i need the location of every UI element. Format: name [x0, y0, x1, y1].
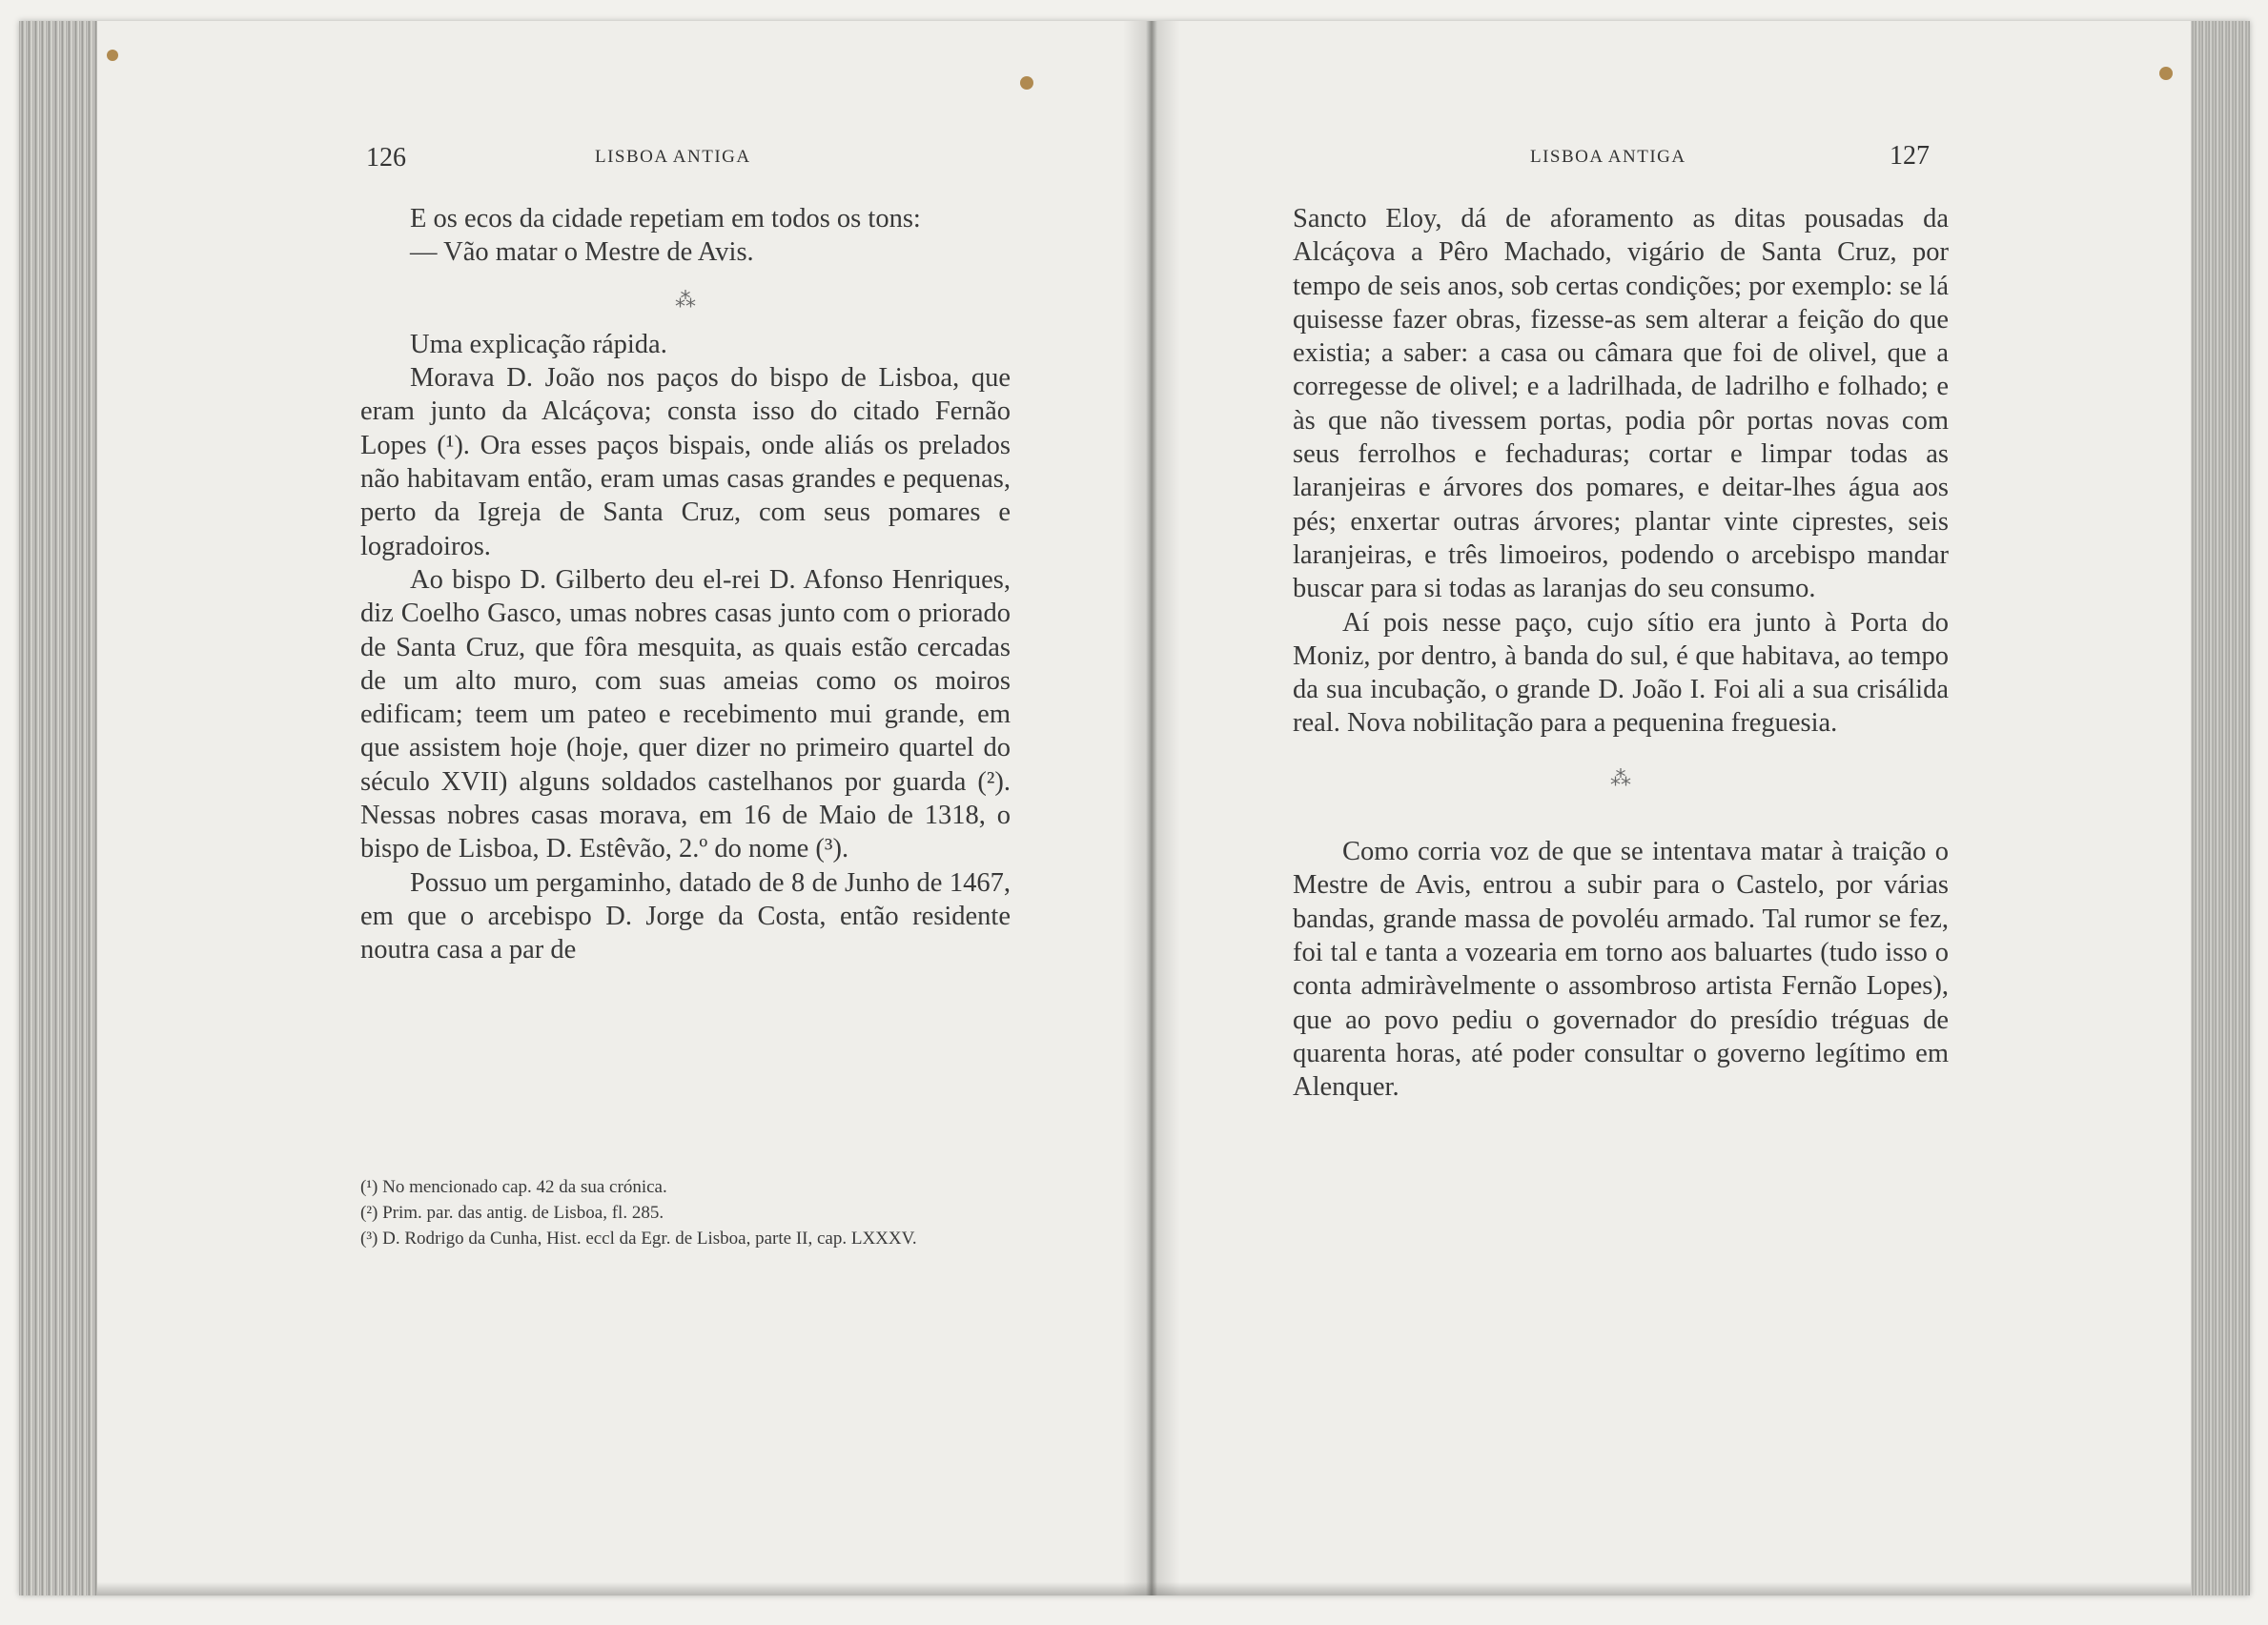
footnote: (¹) No mencionado cap. 42 da sua crónica.	[360, 1177, 667, 1197]
section-ornament: ⁂	[1610, 765, 1631, 790]
left-running-head: LISBOA ANTIGA	[595, 147, 751, 167]
right-page-body	[1293, 202, 1949, 1104]
right-running-head: LISBOA ANTIGA	[1530, 147, 1686, 167]
footnote: (²) Prim. par. das antig. de Lisboa, fl. 285.	[360, 1203, 664, 1223]
right-page-edges	[2191, 21, 2250, 1595]
paragraph: Aí pois nesse paço, cujo sítio era junto à Porta do Moniz, por dentro, à banda do sul, é que habitava, ao tempo da sua incubação, o grande D. João I. Foi ali a sua crisálida real. Nova nobilitação para a pequenina freguesia.	[1293, 607, 1949, 739]
speck	[2159, 67, 2173, 80]
paragraph: — Vão matar o Mestre de Avis.	[410, 237, 754, 268]
book-gutter	[1123, 21, 1180, 1595]
paragraph: Morava D. João nos paços do bispo de Lisboa, que eram junto da Alcáçova; consta isso do citado Fernão Lopes (¹). Ora esses paços bispais, onde aliás os prelados não habitavam então, eram umas casas grandes e pequenas, perto da Igreja de Santa Cruz, com seus pomares e logradoiros.	[360, 363, 1011, 561]
speck	[107, 50, 118, 61]
left-page-body	[360, 202, 1011, 967]
right-page-number: 127	[1890, 141, 1930, 171]
paragraph: Sancto Eloy, dá de aforamento as ditas pousadas da Alcáçova a Pêro Machado, vigário de Santa Cruz, por tempo de seis anos, sob certas condições; por exemplo: se lá quisesse fazer obras, fizesse-as sem alterar a feição do que existia; a saber: a casa ou câmara que foi de olivel, que a corregesse de olivel; e a ladrilhada, de ladrilho e folhado; e às que não tivessem portas, podia pôr portas novas com seus ferrolhos e fechaduras; cortar e limpar todas as laranjeiras e árvores dos pomares, e deitar-lhes água aos pés; enxertar outras árvores; plantar vinte ciprestes, seis laranjeiras, e três limoeiros, podendo o arcebispo mandar buscar para si todas as laranjas do seu consumo.	[1293, 204, 1949, 604]
left-footnotes	[360, 1174, 1011, 1251]
paragraph: E os ecos da cidade repetiam em todos os tons:	[410, 204, 921, 234]
left-page-edges	[19, 21, 97, 1595]
section-ornament: ⁂	[675, 287, 696, 312]
footnote: (³) D. Rodrigo da Cunha, Hist. eccl da Egr. de Lisboa, parte II, cap. LXXXV.	[360, 1229, 917, 1249]
paragraph: Uma explicação rápida.	[410, 329, 667, 359]
speck	[1020, 76, 1033, 90]
paragraph: Como corria voz de que se intentava matar à traição o Mestre de Avis, entrou a subir para o Castelo, por várias bandas, grande massa de povoléu armado. Tal rumor se fez, foi tal e tanta a vozearia em torno aos baluartes (tudo isso o conta admiràvelmente o assombroso artista Fernão Lopes), que ao povo pediu o governador do presídio tréguas de quarenta horas, até poder consultar o governo legítimo em Alenquer.	[1293, 837, 1949, 1103]
paragraph: Ao bispo D. Gilberto deu el-rei D. Afonso Henriques, diz Coelho Gasco, umas nobres casas junto com o priorado de Santa Cruz, que fôra mesquita, as quais estão cercadas de um alto muro, com suas ameias como os moiros edificam; teem um pateo e recebimento mui grande, em que assistem hoje (hoje, quer dizer no primeiro quartel do século XVII) alguns soldados castelhanos por guarda (²). Nessas nobres casas morava, em 16 de Maio de 1318, o bispo de Lisboa, D. Estêvão, 2.º do nome (³).	[360, 564, 1011, 864]
paragraph: Possuo um pergaminho, datado de 8 de Junho de 1467, em que o arcebispo D. Jorge da Costa, então residente noutra casa a par de	[360, 867, 1011, 965]
bottom-shadow	[97, 1582, 2191, 1595]
book-spread	[19, 21, 2250, 1595]
left-page-number: 126	[366, 143, 406, 173]
